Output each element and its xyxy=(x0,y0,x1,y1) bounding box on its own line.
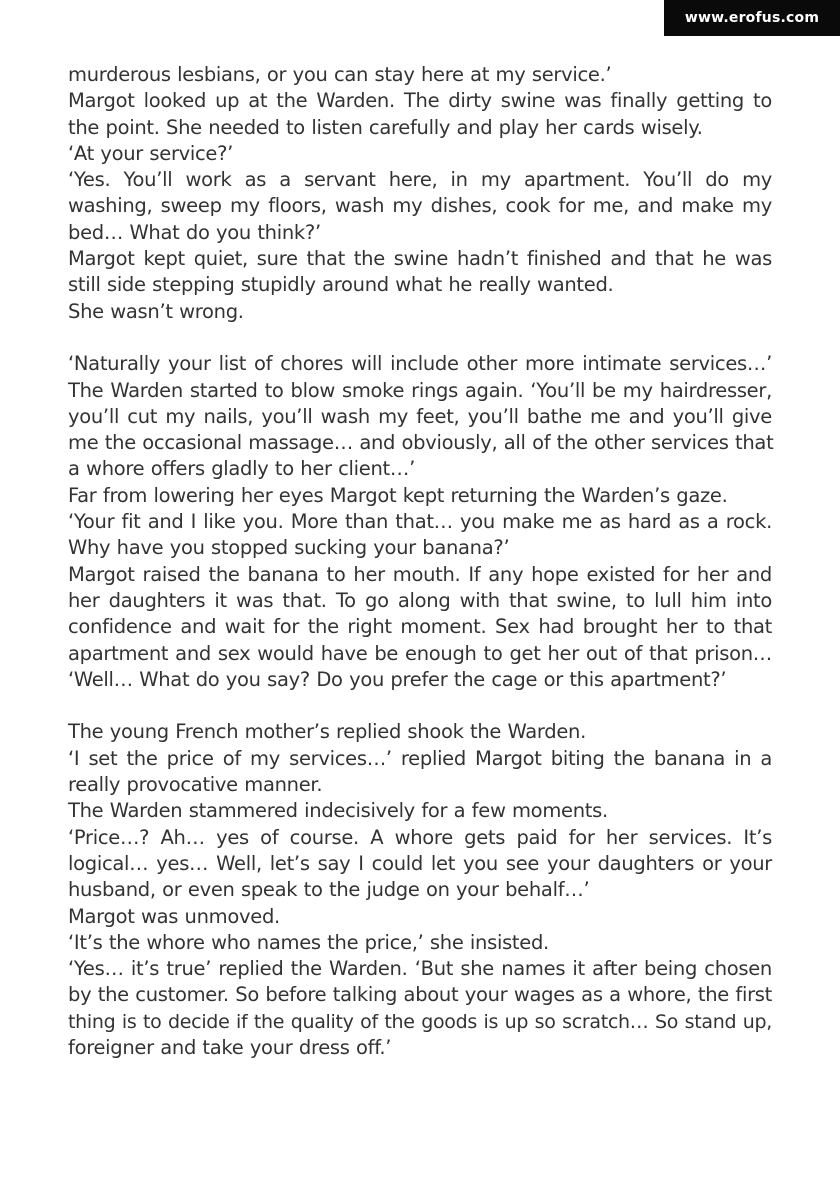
text-line: ‘Naturally your list of chores will include other more intimate services…’ xyxy=(68,352,772,376)
text-line: you’ll cut my nails, you’ll wash my feet, you’ll bathe me and you’ll give xyxy=(68,404,772,428)
text-line: ‘Price…? Ah… yes of course. A whore gets paid for her services. It’s xyxy=(68,825,772,849)
text-line: foreigner and take your dress off.’ xyxy=(68,1035,392,1059)
text-line: ‘Your fit and I like you. More than that… you make me as hard as a rock. xyxy=(68,510,772,534)
text-line: a whore offers gladly to her client…’ xyxy=(68,457,415,481)
text-line: Margot kept quiet, sure that the swine hadn’t finished and that he was xyxy=(68,247,772,271)
paragraph-gap xyxy=(68,325,772,351)
text-line: Margot was unmoved. xyxy=(68,904,280,928)
text-line: Why have you stopped sucking your banana?’ xyxy=(68,536,510,560)
text-line: apartment and sex would have be enough to get her out of that prison… xyxy=(68,641,772,665)
text-line: me the occasional massage… and obviously, all of the other services that xyxy=(68,431,774,455)
site-watermark: www.erofus.com xyxy=(664,0,840,36)
paragraph-gap xyxy=(68,693,772,719)
text-line: the point. She needed to listen carefully and play her cards wisely. xyxy=(68,115,703,139)
text-line: Margot raised the banana to her mouth. If any hope existed for her and xyxy=(68,562,772,586)
text-line: The young French mother’s replied shook the Warden. xyxy=(68,720,586,744)
text-line: logical… yes… Well, let’s say I could let you see your daughters or your xyxy=(68,851,772,875)
text-line: She wasn’t wrong. xyxy=(68,299,244,323)
text-line: husband, or even speak to the judge on your behalf…’ xyxy=(68,878,590,902)
text-line: ‘I set the price of my services…’ replied Margot biting the banana in a xyxy=(68,746,772,770)
text-line: ‘It’s the whore who names the price,’ she insisted. xyxy=(68,930,549,954)
paragraph xyxy=(68,351,772,693)
text-line: bed… What do you think?’ xyxy=(68,220,321,244)
text-line: The Warden started to blow smoke rings again. ‘You’ll be my hairdresser, xyxy=(68,378,772,402)
text-line: still side stepping stupidly around what he really wanted. xyxy=(68,273,614,297)
paragraph xyxy=(68,719,772,1061)
text-line: Far from lowering her eyes Margot kept returning the Warden’s gaze. xyxy=(68,483,728,507)
text-line: ‘Yes. You’ll work as a servant here, in my apartment. You’ll do my xyxy=(68,168,772,192)
story-page-text xyxy=(68,62,772,1061)
text-line: thing is to decide if the quality of the goods is up so scratch… So stand up, xyxy=(68,1010,772,1033)
text-line: The Warden stammered indecisively for a few moments. xyxy=(68,799,608,823)
text-line: her daughters it was that. To go along with that swine, to lull him into xyxy=(68,588,772,612)
text-line: ‘At your service?’ xyxy=(68,141,234,165)
text-line: by the customer. So before talking about your wages as a whore, the first xyxy=(68,983,772,1007)
text-line: really provocative manner. xyxy=(68,773,323,797)
text-line: Margot looked up at the Warden. The dirty swine was finally getting to xyxy=(68,89,772,113)
text-line: ‘Well… What do you say? Do you prefer the cage or this apartment?’ xyxy=(68,667,727,691)
text-line: murderous lesbians, or you can stay here at my service.’ xyxy=(68,63,612,86)
text-line: ‘Yes… it’s true’ replied the Warden. ‘But she names it after being chosen xyxy=(68,957,772,981)
text-line: confidence and wait for the right moment. Sex had brought her to that xyxy=(68,615,772,639)
paragraph xyxy=(68,62,772,325)
text-line: washing, sweep my floors, wash my dishes, cook for me, and make my xyxy=(68,194,772,218)
